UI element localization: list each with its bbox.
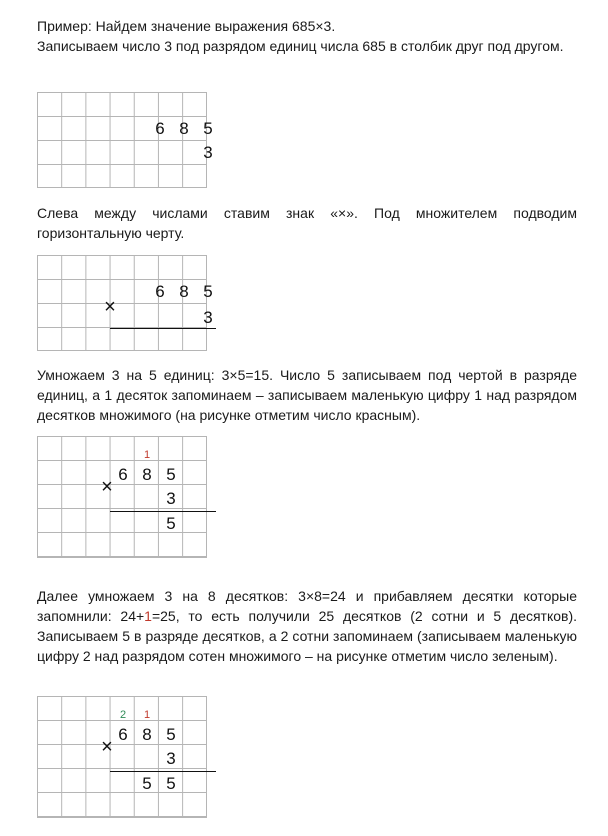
digit-units: 5 bbox=[166, 725, 176, 744]
step-4-text-part-1: Далее умножаем 3 на 8 десятков: 3×8=24 и прибавляем десятки которые запомнили: 24+ bbox=[37, 588, 577, 624]
grid-step-2 bbox=[37, 255, 213, 351]
multiplier-digit: 3 bbox=[203, 143, 213, 162]
grid-step-4 bbox=[37, 696, 207, 818]
result-units: 5 bbox=[166, 514, 176, 533]
digit-tens: 8 bbox=[179, 119, 189, 138]
step-2-text: Слева между числами ставим знак «×». Под множителем подводим горизонтальную черту. bbox=[37, 205, 577, 241]
digit-hundreds: 6 bbox=[155, 119, 165, 138]
result-line bbox=[110, 328, 216, 329]
carry-tens: 1 bbox=[143, 709, 151, 721]
digit-units: 5 bbox=[166, 465, 176, 484]
step-3-text: Умножаем 3 на 5 единиц: 3×5=15. Число 5 записываем под чертой в разряде единиц, а 1 десяток запоминаем – записываем маленькую цифру 1 над разрядом десятков множимого (на рисунке отметим число красным). bbox=[37, 367, 577, 423]
result-tens: 5 bbox=[142, 774, 152, 793]
carry-tens: 1 bbox=[143, 449, 151, 461]
multiplier-digit: 3 bbox=[203, 308, 213, 327]
step-4-text-part-2: =25, то есть получили 25 десятков (2 сотни и 5 десятков). Записываем 5 в разряде десятков, а 2 сотни запоминаем (записываем маленькую цифру 2 над разрядом сотен множимого – на рисунке отметим число зеленым). bbox=[37, 608, 578, 664]
carry-highlight: 1 bbox=[144, 608, 152, 624]
step-4-text bbox=[37, 586, 577, 666]
multiply-sign: × bbox=[101, 476, 113, 498]
result-units: 5 bbox=[166, 774, 176, 793]
multiplier-digit: 3 bbox=[166, 749, 176, 768]
multiplier-digit: 3 bbox=[166, 489, 176, 508]
example-title: Пример: Найдем значение выражения 685×3. bbox=[37, 18, 336, 34]
carry-hundreds: 2 bbox=[119, 709, 127, 721]
multiply-sign: × bbox=[101, 736, 113, 758]
digit-units: 5 bbox=[203, 119, 213, 138]
grid-step-3 bbox=[37, 436, 207, 558]
digit-hundreds: 6 bbox=[118, 465, 128, 484]
grid-step-1 bbox=[37, 92, 213, 188]
digit-tens: 8 bbox=[142, 465, 152, 484]
digit-units: 5 bbox=[203, 282, 213, 301]
digit-tens: 8 bbox=[142, 725, 152, 744]
digit-hundreds: 6 bbox=[155, 282, 165, 301]
digit-tens: 8 bbox=[179, 282, 189, 301]
step-1-text: Записываем число 3 под разрядом единиц числа 685 в столбик друг под другом. bbox=[37, 38, 564, 54]
digit-hundreds: 6 bbox=[118, 725, 128, 744]
multiply-sign: × bbox=[104, 296, 116, 318]
example-intro bbox=[37, 16, 577, 56]
